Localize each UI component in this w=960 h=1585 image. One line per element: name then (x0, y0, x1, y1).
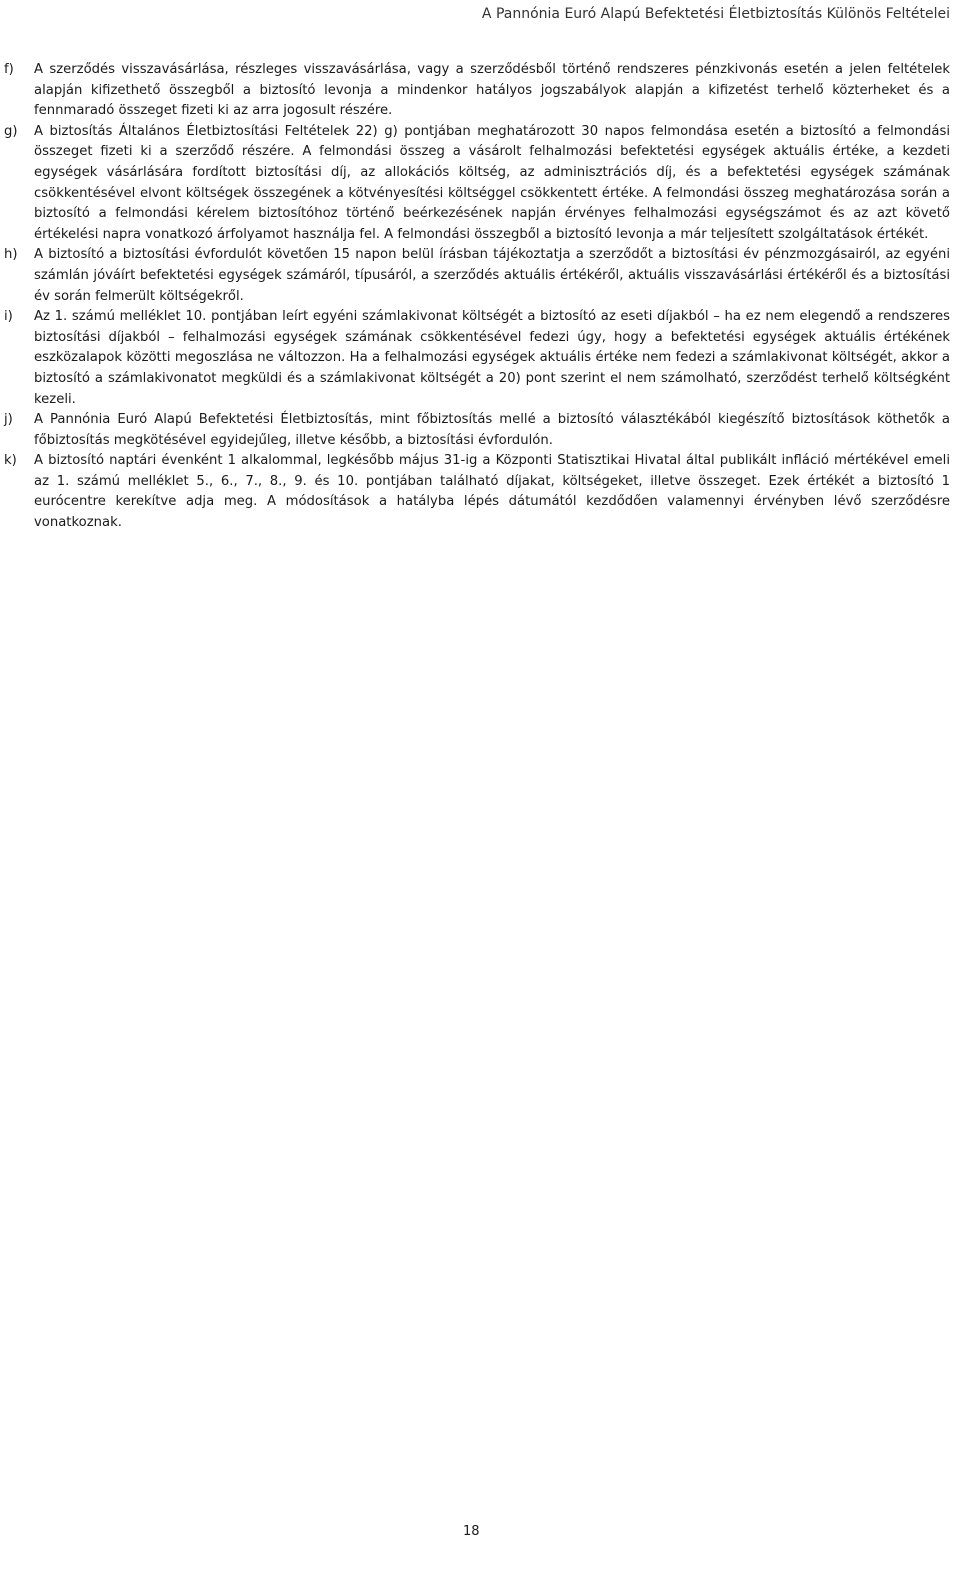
clause-letter: h) (4, 247, 18, 263)
clause-text: A Pannónia Euró Alapú Befektetési Életbiztosítás, mint főbiztosítás mellé a biztosító választékából kiegészítő biztosítások köthetők a főbiztosítás megkötésével egyidejűleg, illetve később, a biztosítási évfordulón. (34, 412, 950, 448)
clause-f (4, 60, 950, 122)
clause-i (4, 307, 950, 410)
clause-letter: k) (4, 453, 17, 469)
clause-text: A biztosítás Általános Életbiztosítási Feltételek 22) g) pontjában meghatározott 30 napos felmondása esetén a biztosító a felmondási összeget fizeti ki a szerződő részére. A felmondási összeg a vásárolt felhalmozási befektetési egységek aktuális értéke, a kezdeti egységek vásárlására fordított biztosítási díj, az allokációs költség, az adminisztrációs díj, és a befektetési egységek számának csökkentésével elvont költségek összegének a kötvényesítési költséggel csökkentett értéke. A felmondási összeg meghatározása során a biztosító a felmondási kérelem biztosítóhoz történő beérkezésének napján érvényes felhalmozási egységszámot és az azt követő értékelési napra vonatkozó árfolyamot használja fel. A felmondási összegből a biztosító levonja a már teljesített szolgáltatások értékét. (34, 123, 950, 242)
clause-k (4, 451, 950, 533)
clause-letter: f) (4, 62, 14, 77)
clause-text: Az 1. számú melléklet 10. pontjában leírt egyéni számlakivonat költségét a biztosító az eseti díjakból – ha ez nem elegendő a rendszeres biztosítási díjakból – felhalmozási egységek számának csökkentésével fedezi úgy, hogy a befektetési egységek aktuális értékének eszközalapok közötti megoszlása ne változzon. Ha a felhalmozási egységek aktuális értéke nem fedezi a számlakivonat költségét, akkor a biztosító a számlakivonatot megküldi és a számlakivonat költségét a 20) pont szerint el nem számolható, szerződést terhelő költségként kezeli. (34, 309, 950, 407)
clause-text: A biztosító naptári évenként 1 alkalommal, legkésőbb május 31-ig a Központi Statisztikai Hivatal által publikált infláció mértékével emeli az 1. számú melléklet 5., 6., 7., 8., 9. és 10. pontjában található díjakat, költségeket, illetve összeget. Ezek értékét a biztosító 1 eurócentre kerekítve adja meg. A módosítások a hatályba lépés dátumától kezdődően valamennyi érvényben lévő szerződésre vonatkoznak. (34, 453, 950, 531)
clause-j (4, 410, 950, 451)
clause-text: A szerződés visszavásárlása, részleges visszavásárlása, vagy a szerződésből történő rendszeres pénzkivonás esetén a jelen feltételek alapján kifizethető összegből a biztosító levonja a mindenkor hatályos jogszabályok alapján a kifizetést terhelő közterheket és a fennmaradó összeget fizeti ki az arra jogosult részére. (34, 62, 950, 119)
clause-text: A biztosító a biztosítási évfordulót követően 15 napon belül írásban tájékoztatja a szerződőt a biztosítási év pénzmozgásairól, az egyéni számlán jóváírt befektetési egységek számáról, típusáról, a szerződés aktuális értékéről, aktuális visszavásárlási értékéről és a biztosítási év során felmerült költségekről. (34, 247, 950, 304)
clause-letter: i) (4, 309, 13, 325)
clause-h (4, 245, 950, 307)
running-header: A Pannónia Euró Alapú Befektetési Életbiztosítás Különös Feltételei (481, 6, 950, 22)
clause-letter: j) (4, 412, 13, 428)
clause-letter: g) (4, 123, 18, 139)
clause-g (4, 122, 950, 246)
document-body (4, 60, 950, 534)
page-number: 18 (463, 1524, 480, 1539)
